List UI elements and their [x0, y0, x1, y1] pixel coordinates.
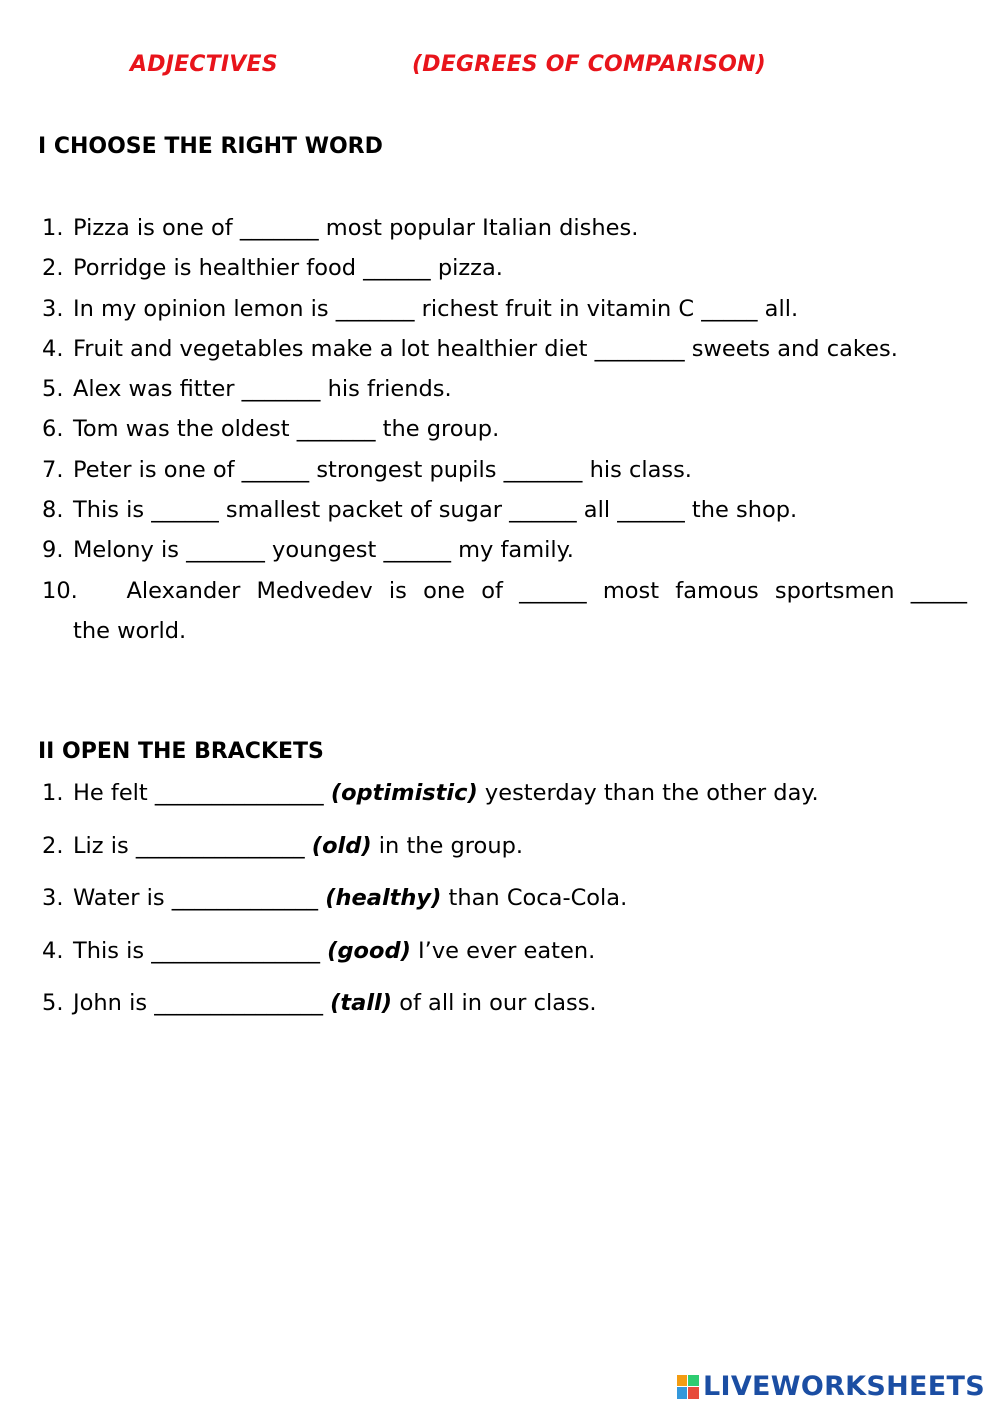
logo-text: LIVEWORKSHEETS — [702, 1371, 985, 1402]
item-text-before: John is _______________ — [73, 990, 331, 1017]
item-number: 5. — [42, 376, 64, 403]
liveworksheets-logo-icon — [677, 1375, 699, 1399]
item-number: 3. — [42, 885, 64, 912]
section-1-heading: I CHOOSE THE RIGHT WORD — [38, 134, 383, 159]
item-sentence: Pizza is one of _______ most popular Italian dishes. — [73, 215, 639, 241]
item-number: 1. — [42, 780, 64, 806]
exercise-item — [42, 490, 967, 530]
item-text-after: of all in our class. — [392, 990, 597, 1017]
item-sentence: Tom was the oldest _______ the group. — [73, 416, 500, 443]
item-text-after: I’ve ever eaten. — [410, 937, 596, 964]
item-text-after: yesterday than the other day. — [477, 780, 819, 806]
item-text-before: This is _______________ — [73, 937, 328, 964]
worksheet-title: ADJECTIVES — [130, 52, 278, 77]
section-2-heading: II OPEN THE BRACKETS — [38, 739, 324, 764]
item-text-before: He felt _______________ — [73, 780, 331, 806]
item-sentence: Alexander Medvedev is one of ______ most famous sportsmen _____ — [126, 577, 967, 604]
item-sentence: Porridge is healthier food ______ pizza. — [73, 255, 503, 282]
item-number: 2. — [42, 255, 64, 282]
item-hint: (optimistic) — [330, 780, 478, 806]
item-hint: (old) — [311, 832, 372, 859]
liveworksheets-logo[interactable] — [677, 1371, 985, 1402]
item-hint: (healthy) — [325, 885, 442, 912]
exercise-item — [42, 450, 967, 490]
logo-square — [677, 1375, 688, 1387]
exercise-item — [42, 289, 967, 329]
item-first-line — [42, 571, 967, 611]
item-sentence: In my opinion lemon is _______ richest fruit in vitamin C _____ all. — [73, 295, 799, 322]
item-text-after: in the group. — [371, 832, 524, 859]
item-number: 1. — [42, 215, 64, 241]
item-hint: (tall) — [330, 990, 393, 1017]
item-sentence-continuation: the world. — [73, 617, 187, 644]
exercise-item — [42, 872, 967, 925]
item-sentence: Melony is _______ youngest ______ my family. — [73, 537, 574, 564]
item-text-before: Liz is _______________ — [73, 832, 312, 859]
item-number: 5. — [42, 990, 64, 1017]
section-2-exercise-list — [42, 767, 967, 1030]
item-number: 4. — [42, 937, 64, 964]
logo-square — [688, 1375, 699, 1387]
exercise-item — [42, 925, 967, 978]
exercise-item — [42, 369, 967, 409]
exercise-item — [42, 820, 967, 873]
item-sentence: Alex was fitter _______ his friends. — [73, 376, 452, 403]
item-sentence: Peter is one of ______ strongest pupils _______ his class. — [73, 456, 692, 483]
exercise-item — [42, 767, 967, 820]
exercise-item — [42, 409, 967, 449]
logo-square — [688, 1387, 699, 1399]
logo-square — [677, 1387, 688, 1399]
item-hint: (good) — [327, 937, 411, 964]
item-sentence: This is ______ smallest packet of sugar ______ all ______ the shop. — [73, 497, 798, 524]
exercise-item — [42, 571, 967, 652]
item-text-after: than Coca-Cola. — [441, 885, 628, 912]
item-number: 3. — [42, 295, 64, 322]
item-number: 8. — [42, 497, 64, 524]
exercise-item — [42, 977, 967, 1030]
section-1-exercise-list — [42, 208, 967, 651]
exercise-item — [42, 530, 967, 570]
exercise-item — [42, 208, 967, 248]
worksheet-subtitle: (DEGREES OF COMPARISON) — [412, 52, 766, 77]
exercise-item — [42, 329, 967, 369]
exercise-item — [42, 248, 967, 288]
item-number: 6. — [42, 416, 64, 443]
item-text-before: Water is _____________ — [73, 885, 326, 912]
item-number: 10. — [42, 577, 78, 604]
item-number: 7. — [42, 456, 64, 483]
item-number: 2. — [42, 832, 64, 859]
item-sentence: Fruit and vegetables make a lot healthier diet ________ sweets and cakes. — [73, 335, 898, 362]
item-number: 9. — [42, 537, 64, 564]
item-number: 4. — [42, 335, 64, 362]
